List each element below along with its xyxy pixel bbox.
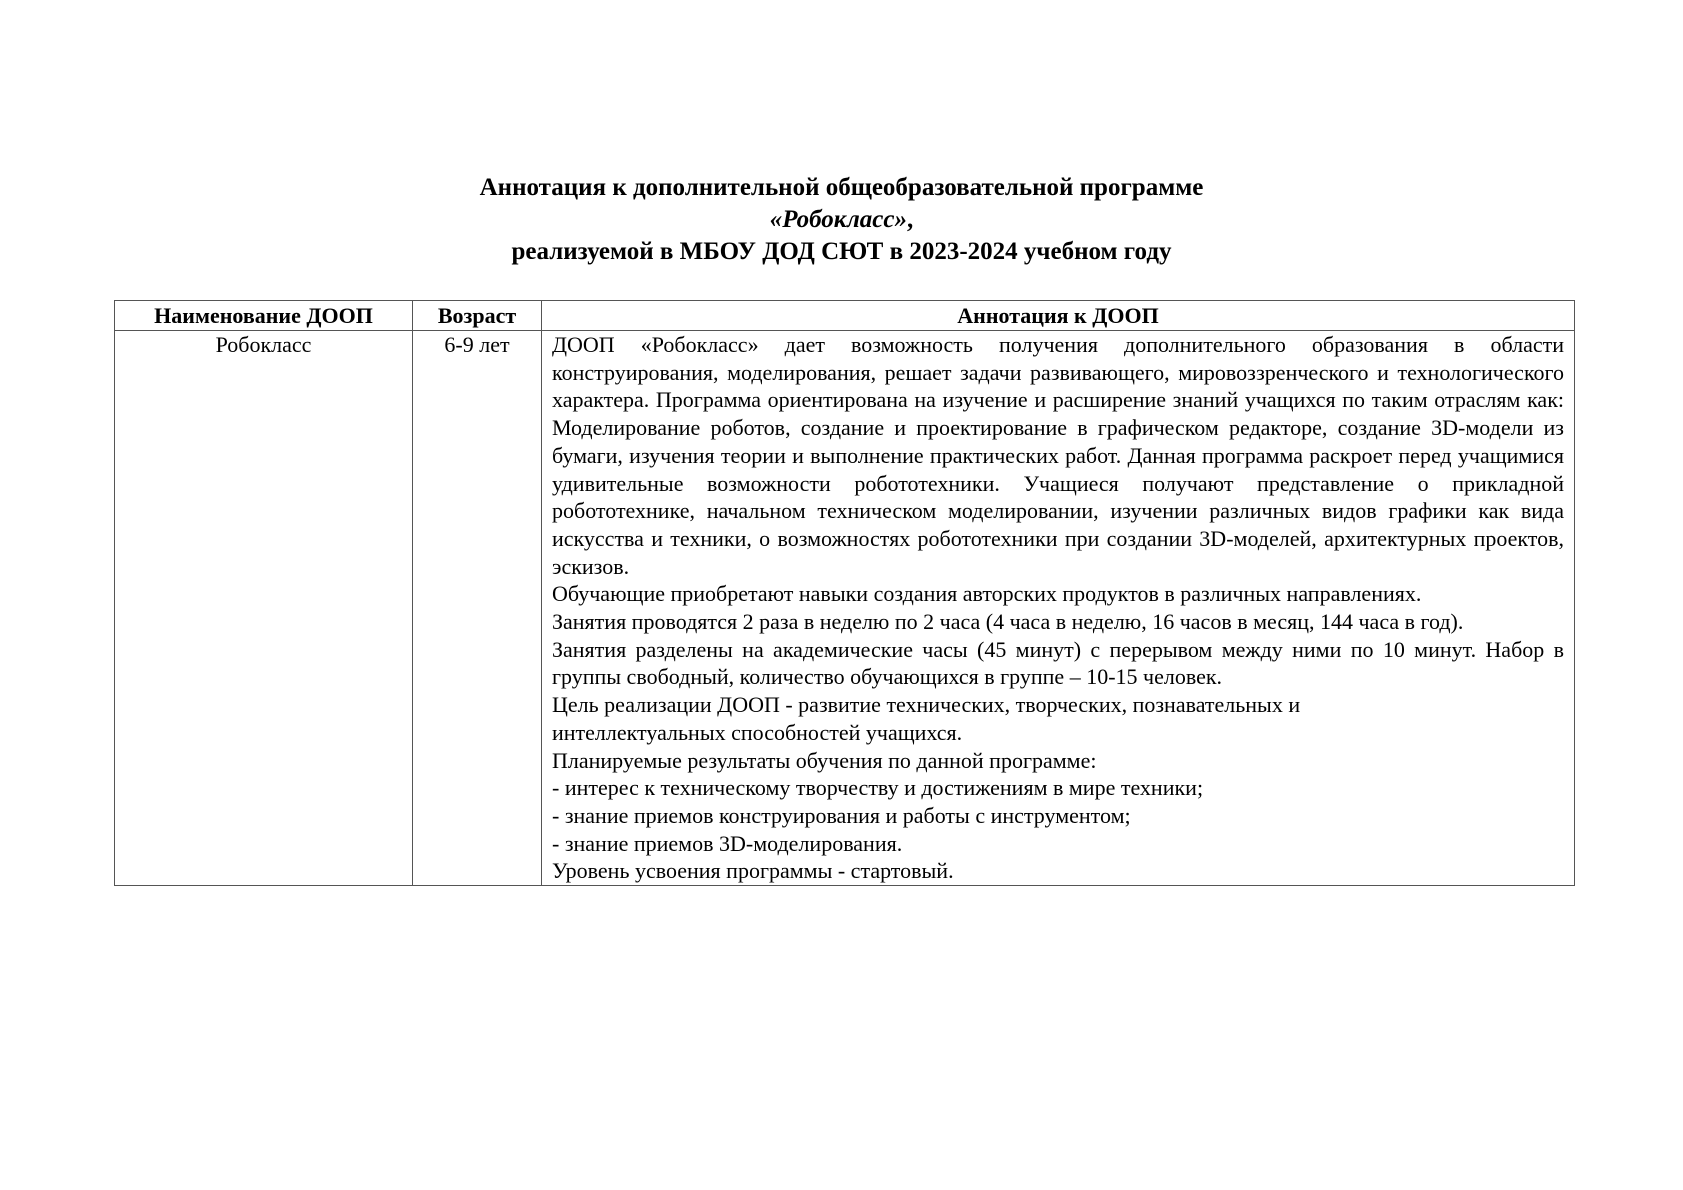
title-line-2-suffix: , — [906, 206, 914, 233]
annotation-paragraph-2: Обучающие приобретают навыки создания авторских продуктов в различных направлениях. — [552, 581, 1422, 607]
annotation-list-item-1: - интерес к техническому творчеству и достижениям в мире техники; — [552, 775, 1204, 801]
title-line-3: реализуемой в МБОУ ДОД СЮТ в 2023-2024 учебном году — [511, 238, 1172, 265]
header-age: Возраст — [413, 301, 542, 331]
annotation-list-item-2: - знание приемов конструирования и работы с инструментом; — [552, 802, 1131, 828]
annotation-paragraph-1: ДООП «Робокласс» дает возможность получения дополнительного образования в области конструирования, моделирования, решает задачи развивающего, мировоззренческого и технологического характера. Программа ориентирована на изучение и расширение знаний учащихся по таким отраслям как: Моделирование роботов, создание и проектирование в графическом редакторе, создание 3D-модели из бумаги, изучения теории и выполнение практических работ. Данная программа раскроет перед учащимися удивительные возможности робототехники. Учащиеся получают представление о прикладной робототехнике, начальном техническом моделировании, изучении различных видов графики как вида искусства и техники, о возможностях робототехники при создании 3D-моделей, архитектурных проектов, эскизов. — [552, 332, 1564, 579]
table-header-row — [115, 301, 1575, 331]
cell-program-name: Робокласс — [115, 331, 413, 886]
annotation-paragraph-4: Занятия разделены на академические часы (45 минут) с перерывом между ними по 10 минут. Набор в группы свободный, количество обучающихся в группе – 10-15 человек. — [552, 636, 1564, 690]
title-line-2 — [0, 204, 1683, 236]
title-line-1: Аннотация к дополнительной общеобразовательной программе — [479, 174, 1204, 201]
annotation-paragraph-8: Уровень усвоения программы - стартовый. — [552, 858, 954, 884]
annotation-paragraph-3: Занятия проводятся 2 раза в неделю по 2 часа (4 часа в неделю, 16 часов в месяц, 144 часа в год). — [552, 609, 1464, 635]
annotation-list-item-3: - знание приемов 3D-моделирования. — [552, 830, 903, 856]
header-annotation: Аннотация к ДООП — [542, 301, 1575, 331]
cell-age: 6-9 лет — [413, 331, 542, 886]
annotation-paragraph-7: Планируемые результаты обучения по данной программе: — [552, 747, 1097, 773]
annotation-paragraph-6: интеллектуальных способностей учащихся. — [552, 719, 963, 745]
cell-annotation — [542, 331, 1575, 886]
annotation-paragraph-5: Цель реализации ДООП - развитие технических, творческих, познавательных и — [552, 692, 1301, 718]
program-name-title: «Робокласс» — [769, 206, 907, 233]
header-name: Наименование ДООП — [115, 301, 413, 331]
document-title — [0, 172, 1683, 268]
table-row — [115, 331, 1575, 886]
doop-table — [114, 300, 1575, 886]
